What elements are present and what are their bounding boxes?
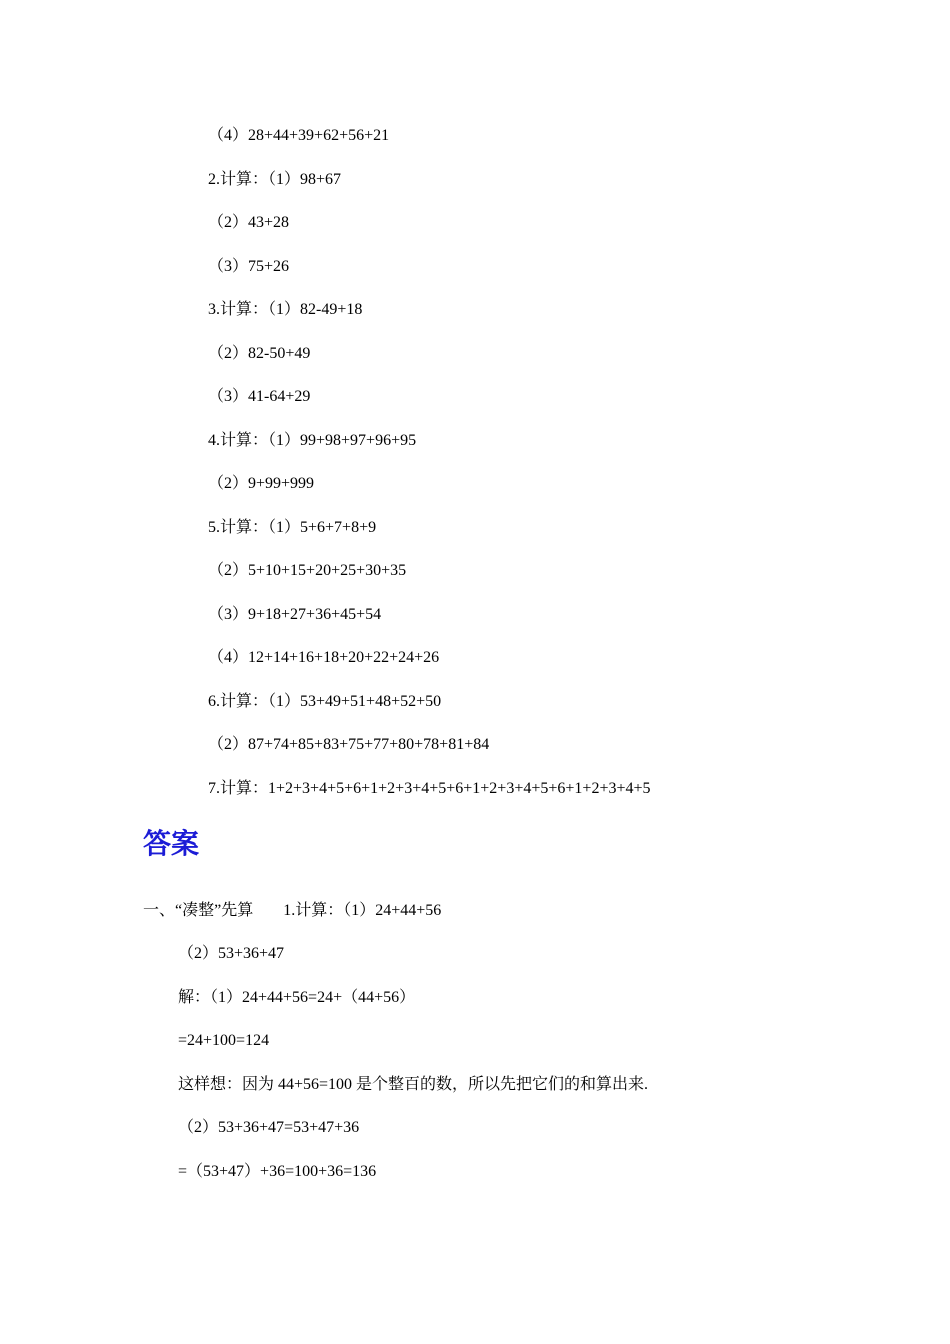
answer-line: 解：（1）24+44+56=24+（44+56）	[178, 989, 416, 1006]
exercise-line: （3）75+26	[208, 258, 290, 275]
answer-line: =（53+47）+36=100+36=136	[178, 1163, 377, 1180]
exercise-line: （2）82-50+49	[208, 345, 311, 362]
answer-line: （2）53+36+47=53+47+36	[178, 1119, 360, 1136]
exercise-line: （4）28+44+39+62+56+21	[208, 127, 390, 144]
section-title: 一、“凑整”先算	[143, 902, 254, 919]
exercise-line: （3）41-64+29	[208, 388, 311, 405]
answer-line: 这样想：因为 44+56=100 是个整百的数，所以先把它们的和算出来.	[178, 1076, 649, 1093]
exercise-line: （3）9+18+27+36+45+54	[208, 606, 382, 623]
exercise-line: 5.计算：（1）5+6+7+8+9	[208, 519, 377, 536]
exercise-line: 6.计算：（1）53+49+51+48+52+50	[208, 693, 442, 710]
exercise-line: 3.计算：（1）82-49+18	[208, 301, 363, 318]
exercise-line: （2）5+10+15+20+25+30+35	[208, 562, 407, 579]
answer-heading: 答案	[143, 827, 200, 860]
section-problem: 1.计算：（1）24+44+56	[283, 902, 442, 919]
answer-line: =24+100=124	[178, 1032, 270, 1049]
exercise-line: 7.计算：1+2+3+4+5+6+1+2+3+4+5+6+1+2+3+4+5+6+1+2+3+4+5	[208, 780, 651, 797]
exercise-line: （4）12+14+16+18+20+22+24+26	[208, 649, 440, 666]
exercise-line: （2）9+99+999	[208, 475, 315, 492]
exercise-line: 4.计算：（1）99+98+97+96+95	[208, 432, 417, 449]
answer-line: （2）53+36+47	[178, 945, 285, 962]
answer-section-line	[143, 901, 441, 921]
exercise-line: （2）43+28	[208, 214, 290, 231]
exercise-line: （2）87+74+85+83+75+77+80+78+81+84	[208, 736, 490, 753]
exercise-line: 2.计算：（1）98+67	[208, 171, 342, 188]
